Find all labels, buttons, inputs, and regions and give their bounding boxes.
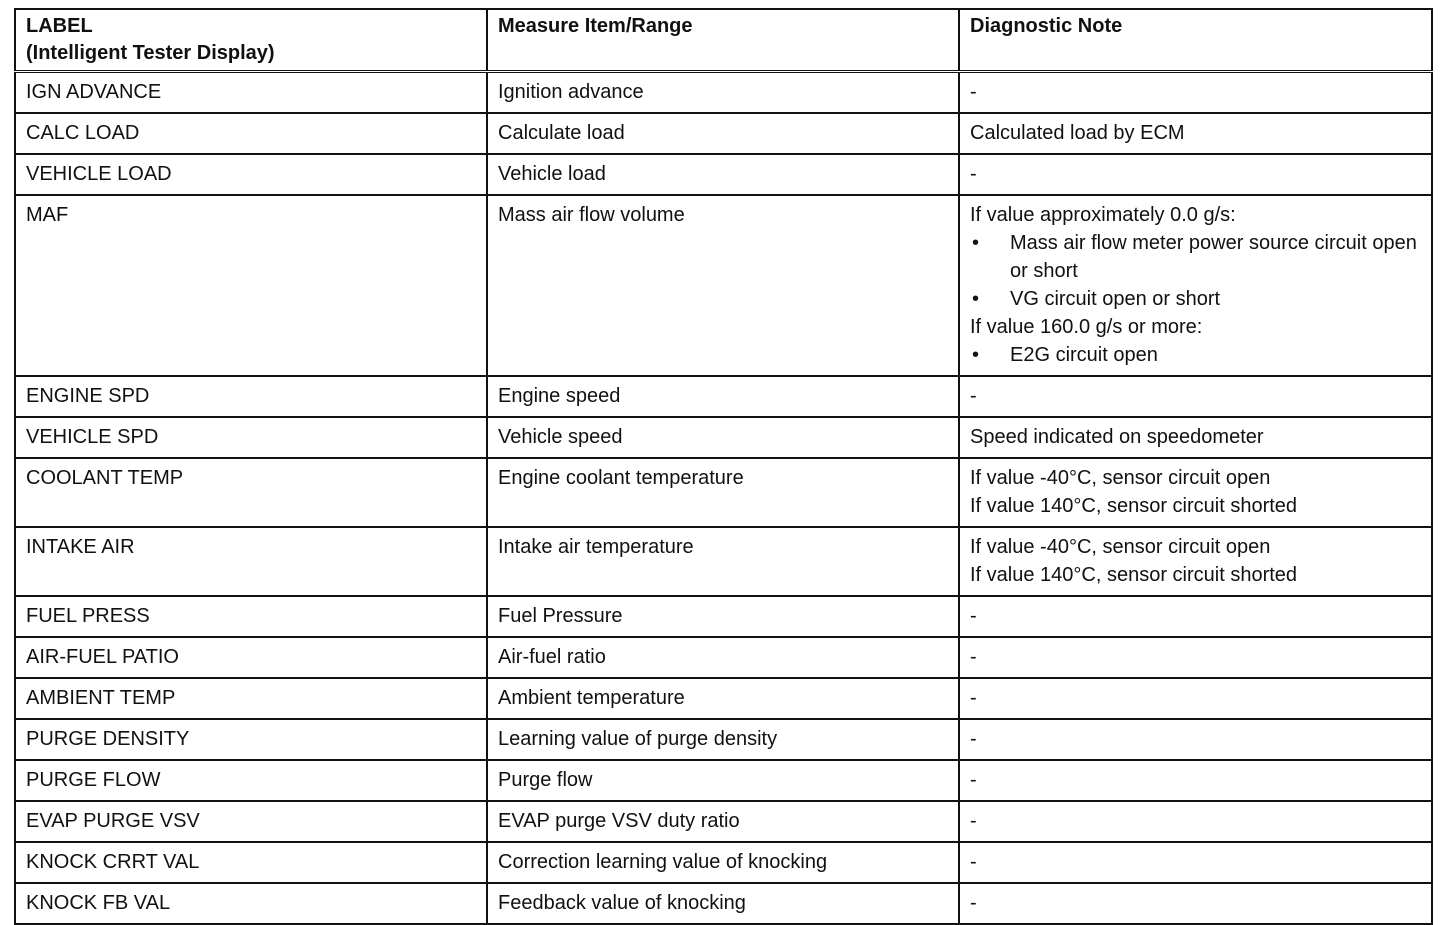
row-note: -	[959, 376, 1432, 417]
note-bullet-text: E2G circuit open	[1010, 344, 1158, 366]
row-label: KNOCK CRRT VAL	[15, 842, 487, 883]
note-line: If value 140°C, sensor circuit shorted	[970, 564, 1298, 586]
row-label: ENGINE SPD	[15, 376, 487, 417]
row-label: AIR-FUEL PATIO	[15, 637, 487, 678]
row-note: Speed indicated on speedometer	[959, 417, 1432, 458]
row-label: FUEL PRESS	[15, 596, 487, 637]
table-row	[15, 195, 1432, 376]
row-measure: Engine speed	[487, 376, 959, 417]
row-label: KNOCK FB VAL	[15, 883, 487, 924]
note-bullet-item	[970, 229, 1422, 285]
row-note: -	[959, 719, 1432, 760]
row-note	[959, 195, 1432, 376]
note-intro: If value approximately 0.0 g/s:	[970, 204, 1236, 226]
row-measure: Purge flow	[487, 760, 959, 801]
table-row	[15, 72, 1432, 114]
row-measure: Ignition advance	[487, 72, 959, 114]
row-measure: Learning value of purge density	[487, 719, 959, 760]
row-label: EVAP PURGE VSV	[15, 801, 487, 842]
row-label: INTAKE AIR	[15, 527, 487, 596]
row-note: -	[959, 842, 1432, 883]
row-measure: Correction learning value of knocking	[487, 842, 959, 883]
row-measure: Ambient temperature	[487, 678, 959, 719]
table-row	[15, 637, 1432, 678]
row-measure: Air-fuel ratio	[487, 637, 959, 678]
note-bullet-text: Mass air flow meter power source circuit open or short	[1010, 232, 1417, 282]
table-header	[15, 9, 1432, 72]
data-list-table	[14, 8, 1433, 925]
row-label: MAF	[15, 195, 487, 376]
row-measure: EVAP purge VSV duty ratio	[487, 801, 959, 842]
row-note: -	[959, 678, 1432, 719]
table-row	[15, 113, 1432, 154]
row-label: VEHICLE LOAD	[15, 154, 487, 195]
note-bullet-item	[970, 341, 1422, 369]
row-note: -	[959, 72, 1432, 114]
table-row	[15, 154, 1432, 195]
table-row	[15, 801, 1432, 842]
table-row	[15, 719, 1432, 760]
table-row	[15, 678, 1432, 719]
header-label-line1: LABEL	[26, 15, 93, 37]
header-note: Diagnostic Note	[959, 9, 1432, 72]
row-note: -	[959, 801, 1432, 842]
row-measure: Vehicle speed	[487, 417, 959, 458]
table-row	[15, 596, 1432, 637]
row-note: -	[959, 760, 1432, 801]
row-label: PURGE DENSITY	[15, 719, 487, 760]
row-note: -	[959, 883, 1432, 924]
row-measure: Intake air temperature	[487, 527, 959, 596]
row-measure: Vehicle load	[487, 154, 959, 195]
note-line: If value -40°C, sensor circuit open	[970, 467, 1271, 489]
row-measure: Feedback value of knocking	[487, 883, 959, 924]
row-label: PURGE FLOW	[15, 760, 487, 801]
table-row	[15, 527, 1432, 596]
header-label	[15, 9, 487, 72]
note-line: If value 140°C, sensor circuit shorted	[970, 495, 1298, 517]
note-bullet-item	[970, 285, 1422, 313]
bullet-icon: •	[972, 344, 980, 366]
table-row	[15, 458, 1432, 527]
row-note: -	[959, 596, 1432, 637]
row-measure: Mass air flow volume	[487, 195, 959, 376]
bullet-icon: •	[972, 232, 980, 254]
note-line: If value -40°C, sensor circuit open	[970, 536, 1271, 558]
row-label: IGN ADVANCE	[15, 72, 487, 114]
note-bullet-text: VG circuit open or short	[1010, 288, 1221, 310]
header-label-line2: (Intelligent Tester Display)	[26, 42, 275, 64]
row-label: COOLANT TEMP	[15, 458, 487, 527]
row-note: Calculated load by ECM	[959, 113, 1432, 154]
row-measure: Fuel Pressure	[487, 596, 959, 637]
table-row	[15, 760, 1432, 801]
table-row	[15, 376, 1432, 417]
row-note	[959, 458, 1432, 527]
row-note: -	[959, 154, 1432, 195]
row-label: AMBIENT TEMP	[15, 678, 487, 719]
table-row	[15, 842, 1432, 883]
table-row	[15, 883, 1432, 924]
header-measure: Measure Item/Range	[487, 9, 959, 72]
row-label: CALC LOAD	[15, 113, 487, 154]
row-note	[959, 527, 1432, 596]
note-intro: If value 160.0 g/s or more:	[970, 316, 1203, 338]
table-row	[15, 417, 1432, 458]
row-measure: Engine coolant temperature	[487, 458, 959, 527]
header-row	[15, 9, 1432, 72]
row-measure: Calculate load	[487, 113, 959, 154]
bullet-icon: •	[972, 288, 980, 310]
row-label: VEHICLE SPD	[15, 417, 487, 458]
table-body	[15, 72, 1432, 925]
row-note: -	[959, 637, 1432, 678]
